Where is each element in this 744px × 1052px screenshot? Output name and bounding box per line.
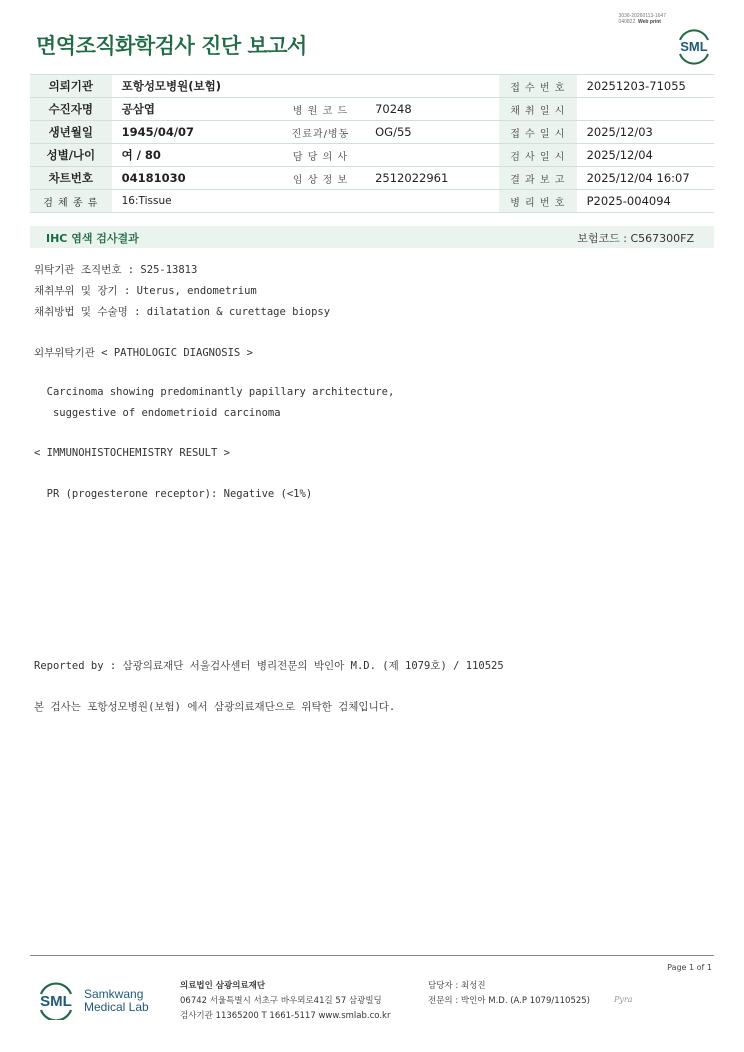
sml-footer-logo: [36, 980, 76, 1020]
print-code: 040822: [618, 19, 636, 25]
patient-info-table: [30, 74, 714, 213]
info-row: [30, 121, 714, 144]
value-birth-date: 1945/04/07: [112, 121, 276, 144]
footer-contact: 검사기관 11365200 T 1661-5117 www.smlab.co.kr: [180, 1011, 391, 1021]
label-birth-date: 생년월일: [30, 121, 112, 144]
label-collection-date: 채 취 일 시: [499, 98, 577, 121]
insurance-code: 보험코드 : C567300FZ: [577, 232, 694, 245]
value-requesting-org: 포항성모병원(보험): [112, 75, 499, 98]
footer-staff-block: [428, 979, 590, 1009]
body-line-site: 채취부위 및 장기 : Uterus, endometrium: [34, 285, 257, 297]
label-physician: 담 당 의 사: [276, 144, 365, 167]
info-row: [30, 167, 714, 190]
value-test-date: 2025/12/04: [577, 144, 714, 167]
label-department: 진료과/병동: [276, 121, 365, 144]
section-title: IHC 염색 검사결과: [46, 232, 139, 245]
label-result-report: 결 과 보 고: [499, 167, 577, 190]
footer-org: 의료법인 삼광의료재단: [180, 981, 266, 991]
page-number: Page 1 of 1: [667, 963, 712, 972]
print-code-line: [619, 19, 666, 25]
print-label: Web print: [638, 19, 661, 25]
value-physician: [365, 144, 499, 167]
footer-org-block: [180, 979, 390, 1024]
value-sex-age: 여 / 80: [112, 144, 276, 167]
info-row: [30, 190, 714, 213]
signature: Pyra: [614, 995, 633, 1004]
value-patient-name: 공삼엽: [112, 98, 276, 121]
label-receipt-date: 접 수 일 시: [499, 121, 577, 144]
value-department: OG/55: [365, 121, 499, 144]
value-chart-no: 04181030: [112, 167, 276, 190]
value-collection-date: [577, 98, 714, 121]
label-chart-no: 차트번호: [30, 167, 112, 190]
label-patient-name: 수진자명: [30, 98, 112, 121]
brand-line-2: Medical Lab: [84, 1000, 149, 1014]
body-line-ihc-result: PR (progesterone receptor): Negative (<1%): [34, 488, 313, 500]
body-line-method: 채취방법 및 수술명 : dilatation & curettage biopsy: [34, 306, 331, 318]
body-line-specimen-no: 위탁기관 조직번호 : S25-13813: [34, 264, 198, 276]
info-row: [30, 98, 714, 121]
value-receipt-date: 2025/12/03: [577, 121, 714, 144]
label-clinical-info: 임 상 정 보: [276, 167, 365, 190]
body-line-diagnosis-1: Carcinoma showing predominantly papillary architecture,: [34, 386, 395, 398]
label-test-date: 검 사 일 시: [499, 144, 577, 167]
info-row: [30, 144, 714, 167]
footer-divider: [30, 955, 714, 956]
body-line-notice: 본 검사는 포항성모병원(보험) 에서 삼광의료재단으로 위탁한 검체입니다.: [34, 701, 396, 713]
body-line-reported-by: Reported by : 삼광의료재단 서울검사센터 병리전문의 박인아 M.D. (제 1079호) / 110525: [34, 660, 504, 672]
sml-logo: [674, 26, 714, 66]
value-pathology-no: P2025-004094: [577, 190, 714, 213]
label-pathology-no: 병 리 번 호: [499, 190, 577, 213]
report-title: 면역조직화학검사 진단 보고서: [36, 34, 307, 58]
brand-name: [84, 988, 149, 1014]
label-sex-age: 성별/나이: [30, 144, 112, 167]
value-specimen-type: 16:Tissue: [112, 190, 499, 213]
info-row: [30, 75, 714, 98]
body-line-diagnosis-header: 외부위탁기관 < PATHOLOGIC DIAGNOSIS >: [34, 347, 253, 359]
print-id: 3036-20260113-1647: [618, 13, 666, 19]
label-receipt-no: 접 수 번 호: [499, 75, 577, 98]
body-line-ihc-header: < IMMUNOHISTOCHEMISTRY RESULT >: [34, 447, 230, 459]
footer-specialist: 전문의 : 박인아 M.D. (A.P 1079/110525): [428, 996, 590, 1006]
footer-logo-text: SML: [40, 993, 72, 1010]
footer-manager: 담당자 : 최성진: [428, 981, 486, 991]
label-hospital-code: 병 원 코 드: [276, 98, 365, 121]
body-line-diagnosis-2: suggestive of endometrioid carcinoma: [34, 407, 281, 419]
logo-text: SML: [680, 39, 708, 54]
label-requesting-org: 의뢰기관: [30, 75, 112, 98]
label-specimen-type: 검 체 종 류: [30, 190, 112, 213]
value-clinical-info: 2512022961: [365, 167, 499, 190]
footer-address: 06742 서울특별시 서초구 바우뫼로41길 57 삼광빌딩: [180, 996, 382, 1006]
value-result-report: 2025/12/04 16:07: [577, 167, 714, 190]
value-hospital-code: 70248: [365, 98, 499, 121]
print-info: [619, 13, 666, 25]
brand-line-1: Samkwang: [84, 987, 144, 1001]
value-receipt-no: 20251203-71055: [577, 75, 714, 98]
